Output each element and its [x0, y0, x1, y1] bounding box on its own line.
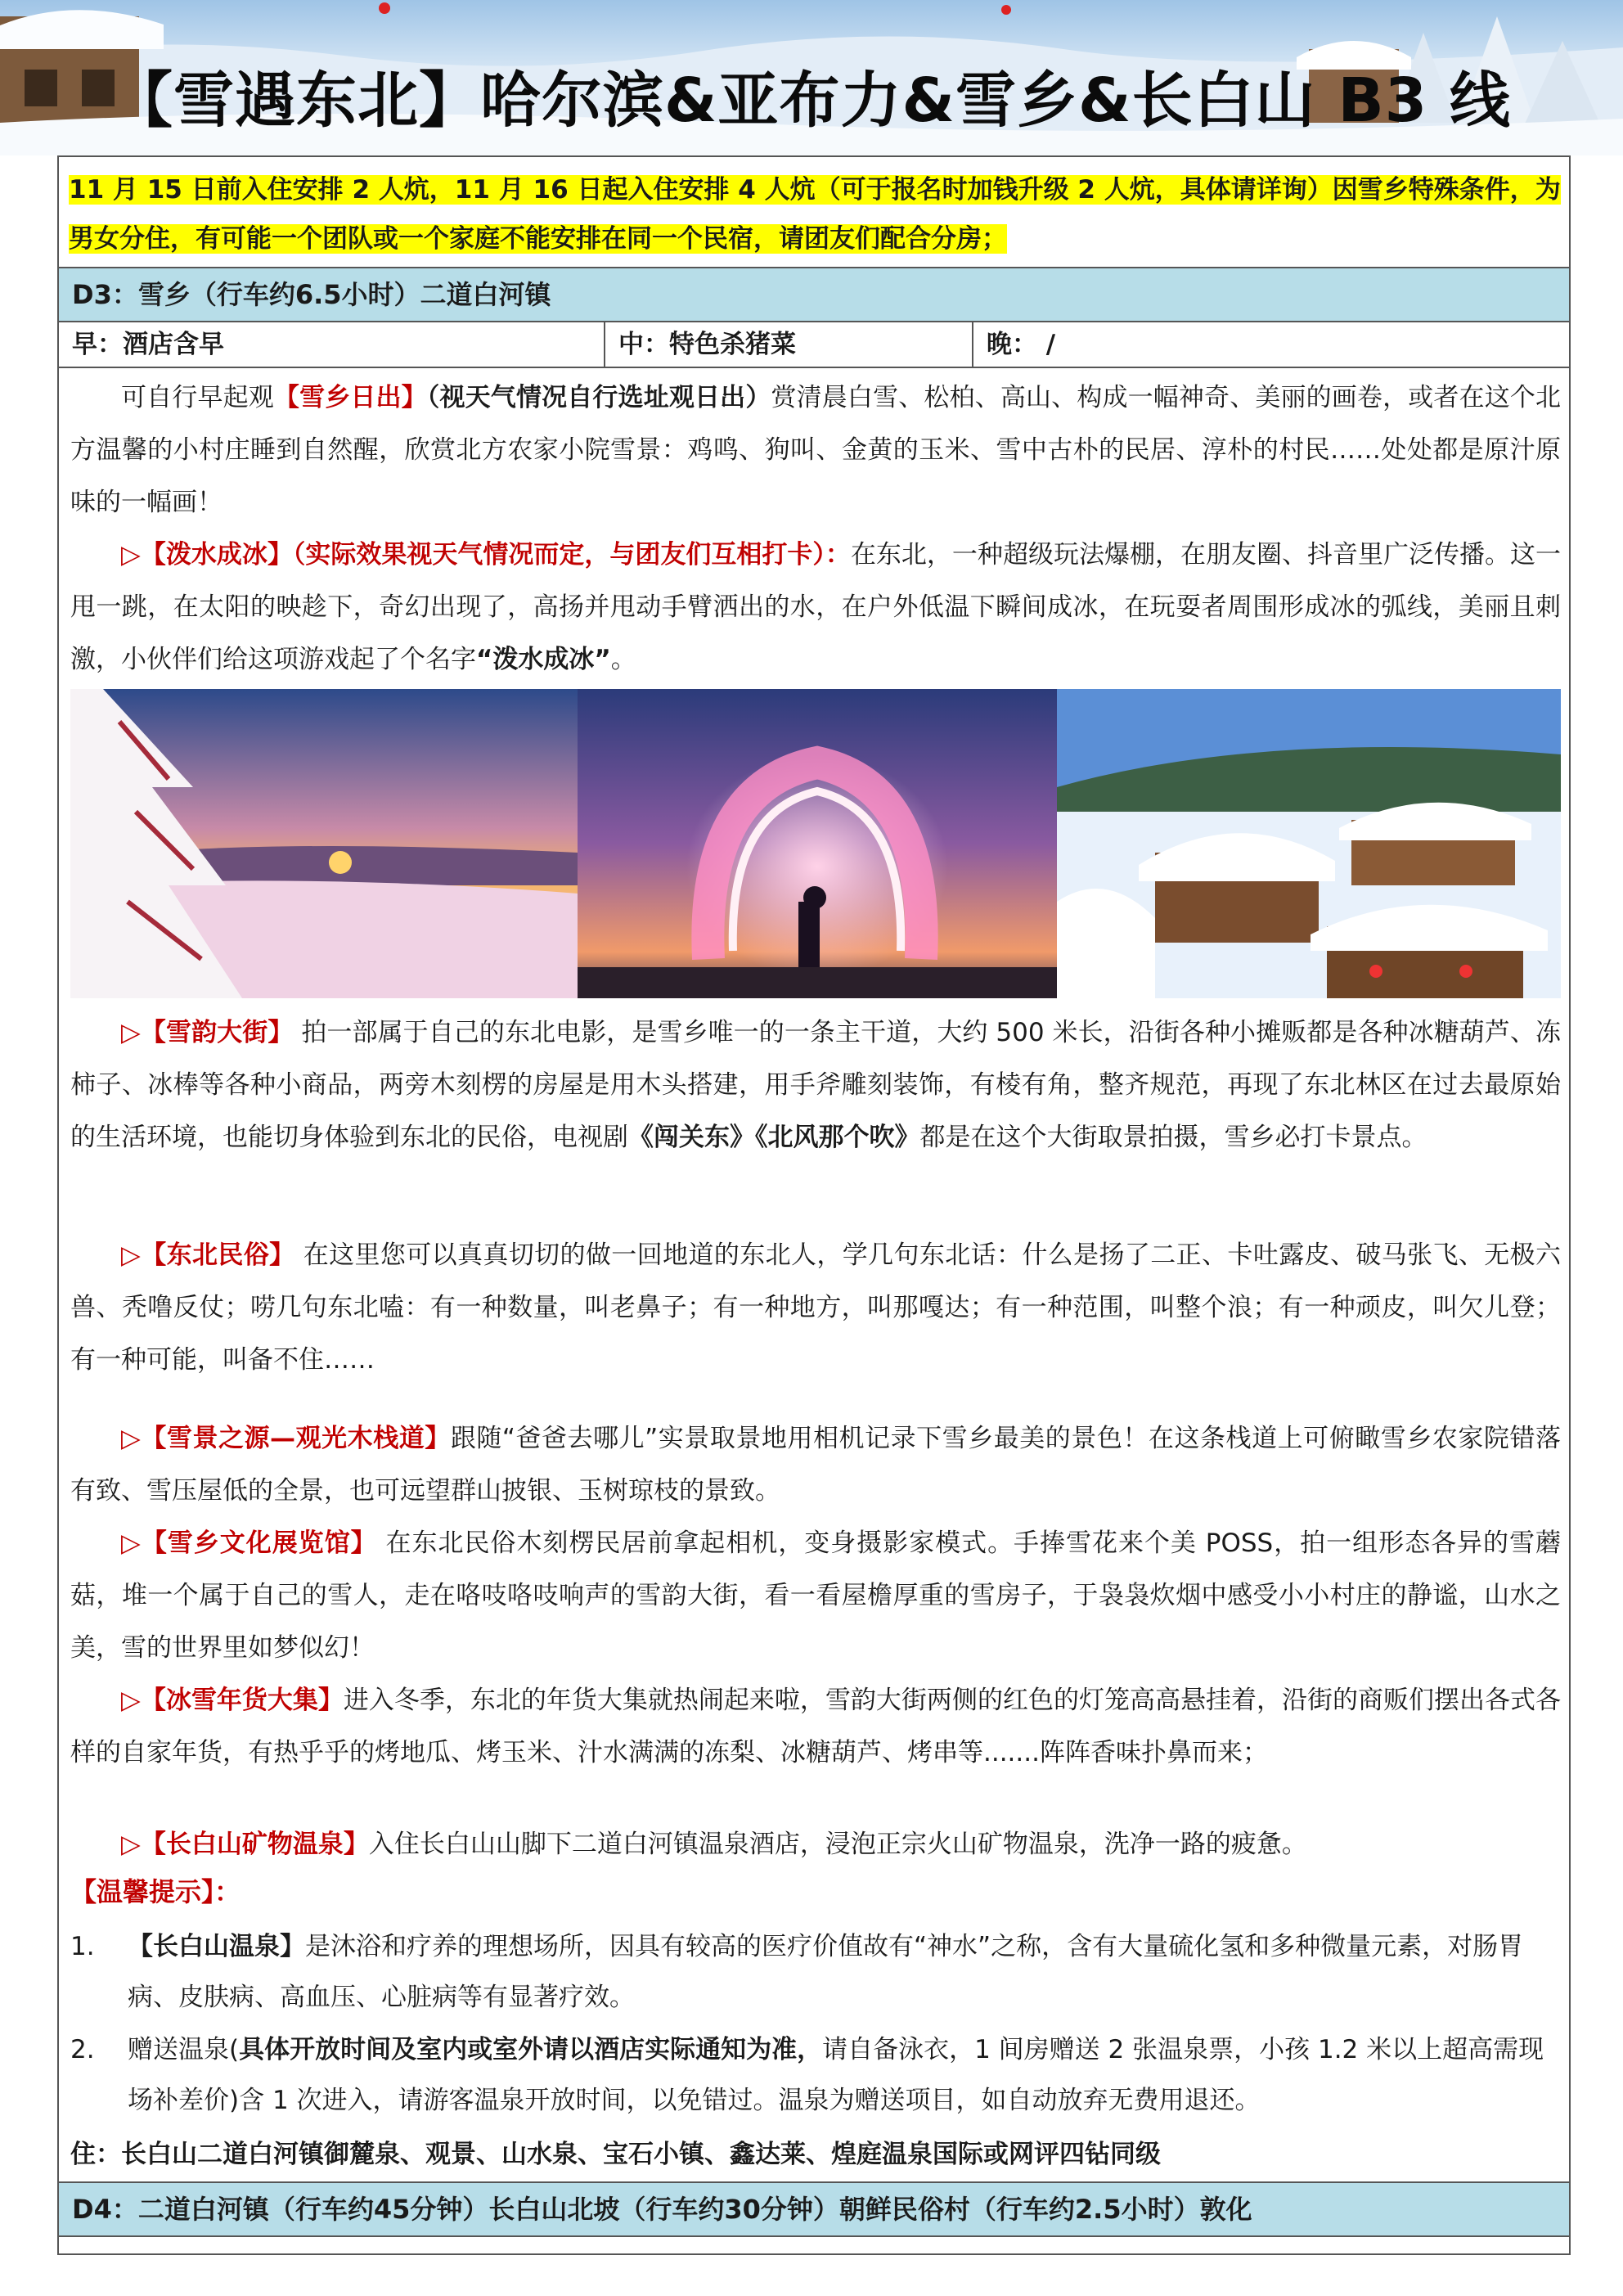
folk-text: 在这里您可以真真切切的做一回地道的东北人，学几句东北话：什么是扬了二正、卡吐露皮、破马张飞、无极六兽、秃噜反仗；唠几句东北嗑：有一种数量，叫老鼻子；有一种地方，叫那嘎达；有一种范围，叫整个浪；有一种顽皮，叫欠儿登；有一种可能，叫备不住…… — [70, 1240, 1561, 1375]
splash-tag: ▷【泼水成冰】（实际效果视天气情况而定，与团友们互相打卡）： — [121, 540, 851, 569]
exhibition-paragraph — [70, 1517, 1561, 1674]
header-banner — [0, 0, 1623, 155]
tip-text-2 — [128, 2024, 1561, 2126]
day3-meals-row — [59, 322, 1569, 368]
sunrise-text: 赏清晨白雪、松柏、高山、构成一幅神奇、美丽的画卷，或者在这个北方温馨的小村庄睡到自然醒，欣赏北方农家小院雪景：鸡鸣、狗叫、金黄的玉米、雪中古朴的民居、淳朴的村民……处处都是原汁原味的一幅画！ — [70, 383, 1562, 517]
hotspring-tag: ▷【长白山矿物温泉】 — [121, 1830, 369, 1859]
sunrise-paragraph — [70, 371, 1561, 529]
sunrise-photo — [70, 689, 578, 998]
sunrise-note: （视天气情况自行选址观日出） — [426, 383, 771, 412]
tip-text-1 — [128, 1921, 1561, 2023]
tip-body-1: 是沐浴和疗养的理想场所，因具有较高的医疗价值故有“神水”之称，含有大量硫化氢和多种微量元素，对肠胃病、皮肤病、高血压、心脏病等有显著疗效。 — [128, 1932, 1524, 2012]
meal-breakfast: 早：酒店含早 — [59, 322, 605, 367]
meal-dinner: 晚： / — [987, 330, 1056, 359]
splash-paragraph — [70, 529, 1561, 686]
sunrise-tag: 【雪乡日出】 — [273, 383, 427, 412]
folk-paragraph — [70, 1229, 1561, 1386]
tip-number-2: 2. — [70, 2035, 95, 2064]
accommodation-line: 住：长白山二道白河镇御麓泉、观景、山水泉、宝石小镇、鑫达莱、煌庭温泉国际或网评四钻同级 — [70, 2140, 1161, 2169]
meal-lunch: 中：特色杀猪菜 — [605, 322, 973, 367]
hotspring-text: 入住长白山山脚下二道白河镇温泉酒店，浸泡正宗火山矿物温泉，洗净一路的疲惫。 — [368, 1830, 1307, 1859]
day4-header: D4：二道白河镇（行车约45分钟）长白山北坡（行车约30分钟）朝鲜民俗村（行车约2.5小时）敦化 — [59, 2181, 1569, 2237]
tip-item-1 — [70, 1921, 1561, 2023]
tip-body-2: 请自备泳衣，1 间房赠送 2 张温泉票，小孩 1.2 米以上超高需现场补差价)含 1 次进入，请游客温泉开放时间，以免错过。温泉为赠送项目，如自动放弃无费用退还。 — [128, 2035, 1544, 2115]
exhibition-tag: ▷【雪乡文化展览馆】 — [121, 1528, 377, 1558]
day3-header: D3：雪乡（行车约6.5小时）二道白河镇 — [59, 267, 1569, 322]
accommodation-notice — [69, 165, 1562, 263]
market-paragraph — [70, 1674, 1561, 1779]
splash-end: 。 — [610, 645, 636, 674]
splash-ice-photo — [578, 689, 1057, 998]
market-text: 进入冬季，东北的年货大集就热闹起来啦，雪韵大街两侧的红色的灯笼高高悬挂着，沿街的商贩们摆出各式各样的自家年货，有热乎乎的烤地瓜、烤玉米、汁水满满的冻梨、冰糖葫芦、烤串等.......阵阵香味扑鼻而来； — [70, 1686, 1562, 1767]
drama-title-2: 《北风那个吹》 — [755, 1123, 920, 1152]
tips-title: 【温馨提示】： — [70, 1876, 241, 1907]
sunrise-pre: 可自行早起观 — [121, 383, 274, 412]
splash-quote: “泼水成冰” — [476, 645, 611, 674]
street-tag: ▷【雪韵大街】 — [121, 1018, 294, 1047]
boardwalk-text: 跟随“爸爸去哪儿”实景取景地用相机记录下雪乡最美的景色！在这条栈道上可俯瞰雪乡农家院错落有致、雪压屋低的全景，也可远望群山披银、玉树琼枝的景致。 — [70, 1424, 1561, 1506]
splash-text: 在东北，一种超级玩法爆棚，在朋友圈、抖音里广泛传播。这一甩一跳，在太阳的映趁下，奇幻出现了，高扬并甩动手臂洒出的水，在户外低温下瞬间成冰，在玩耍者周围形成冰的弧线，美丽且刺激，小伙伴们给这项游戏起了个名字 — [70, 540, 1561, 674]
boardwalk-tag: ▷【雪景之源—观光木栈道】 — [121, 1424, 451, 1453]
street-end: 都是在这个大街取景拍摄，雪乡必打卡景点。 — [919, 1123, 1427, 1152]
folk-tag: ▷【东北民俗】 — [121, 1240, 295, 1270]
itinerary-table — [57, 155, 1571, 2255]
tip-bold-2: 具体开放时间及室内或室外请以酒店实际通知为准， — [239, 2035, 823, 2064]
tip-pre-2: 赠送温泉( — [128, 2035, 240, 2064]
street-text: 拍一部属于自己的东北电影，是雪乡唯一的一条主干道，大约 500 米长，沿街各种小摊贩都是各种冰糖葫芦、冻柿子、冰棒等各种小商品，两旁木刻楞的房屋是用木头搭建，用手斧雕刻装饰，有棱有角，整齐规范，再现了东北林区在过去最原始的生活环境，也能切身体验到东北的民俗，电视剧 — [70, 1018, 1562, 1152]
page-title: 【雪遇东北】哈尔滨&亚布力&雪乡&长白山 B3 线 — [111, 65, 1511, 136]
tip-tag-1: 【长白山温泉】 — [128, 1932, 305, 1961]
boardwalk-paragraph — [70, 1412, 1561, 1517]
exhibition-text: 在东北民俗木刻楞民居前拿起相机，变身摄影家模式。手捧雪花来个美 POSS，拍一组形态各异的雪蘑菇，堆一个属于自己的雪人，走在咯吱咯吱响声的雪韵大街，看一看屋檐厚重的雪房子，于袅袅炊烟中感受小小村庄的静谧，山水之美，雪的世界里如梦似幻！ — [70, 1528, 1561, 1663]
tip-item-2 — [70, 2024, 1561, 2126]
photo-strip — [70, 689, 1561, 998]
market-tag: ▷【冰雪年货大集】 — [121, 1686, 344, 1715]
street-paragraph — [70, 1006, 1561, 1164]
snow-village-photo — [1057, 689, 1561, 998]
hotspring-paragraph — [70, 1818, 1561, 1871]
drama-title-1: 《闯关东》 — [628, 1123, 755, 1152]
tip-number-1: 1. — [70, 1932, 95, 1961]
notice-text: 11 月 15 日前入住安排 2 人炕，11 月 16 日起入住安排 4 人炕（可于报名时加钱升级 2 人炕，具体请详询）因雪乡特殊条件，为男女分住，有可能一个团队或一个家庭不能安排在同一个民宿，请团友们配合分房； — [69, 175, 1561, 254]
